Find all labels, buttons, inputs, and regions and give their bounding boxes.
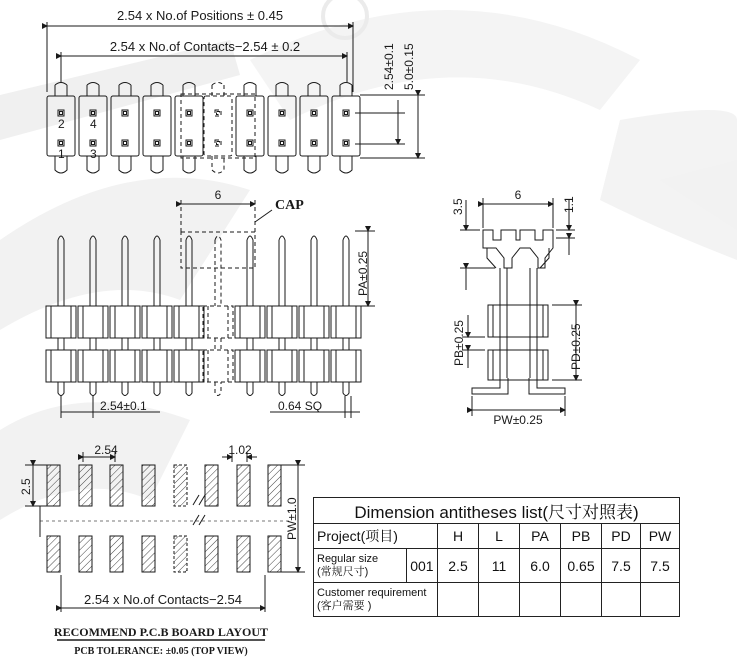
top-pin-column (268, 83, 296, 174)
pin-square (122, 110, 128, 116)
value-pw: 7.5 (641, 549, 680, 583)
customer-label-line1: Customer requirement (317, 586, 427, 599)
front-pin (235, 236, 265, 396)
pcb-pad (110, 536, 123, 572)
header-h: H (438, 524, 479, 549)
pcb-contacts: 2.54 x No.of Contacts−2.54 (84, 592, 242, 607)
dim-pb: PB±0.25 (452, 320, 466, 366)
dim-contacts: 2.54 x No.of Contacts−2.54 ± 0.2 (109, 39, 301, 54)
pin-label-3: 3 (90, 147, 97, 161)
custom-pd (602, 583, 641, 617)
customer-requirement-label (314, 583, 438, 617)
pin-square (247, 110, 253, 116)
pin-square (122, 140, 128, 146)
pcb-pad (79, 536, 92, 572)
custom-pb (561, 583, 602, 617)
side-cap-height: 3.5 (451, 198, 465, 215)
pin-square (343, 110, 349, 116)
front-pin (203, 236, 233, 396)
pin-square (215, 140, 221, 146)
value-h: 2.5 (438, 549, 479, 583)
pin-square (247, 140, 253, 146)
custom-l (479, 583, 520, 617)
pin-square (311, 110, 317, 116)
pcb-pad (268, 465, 281, 506)
pcb-pad-width: 1.02 (228, 443, 252, 457)
customer-label-line2: (客户需要 ) (317, 599, 372, 612)
top-pin-column (111, 83, 139, 174)
dim-pw: PW±0.25 (493, 413, 543, 427)
pin-label-4: 4 (90, 117, 97, 131)
pcb-pad-height: 2.5 (19, 478, 33, 495)
pin-square (154, 110, 160, 116)
pin-square (154, 140, 160, 146)
pcb-layout-title: RECOMMEND P.C.B BOARD LAYOUT (53, 625, 269, 639)
header-pa: PA (520, 524, 561, 549)
header-project: Project(项目) (314, 524, 438, 549)
dim-square: 0.64 SQ (278, 399, 323, 413)
pcb-pitch: 2.54 (94, 443, 118, 457)
top-pin-column (332, 83, 360, 174)
value-pa: 6.0 (520, 549, 561, 583)
pin-square (186, 140, 192, 146)
dim-positions: 2.54 x No.of Positions ± 0.45 (116, 8, 284, 23)
regular-label-line1: Regular size (317, 552, 379, 565)
top-pin-column (236, 83, 264, 174)
cap-label: CAP (275, 198, 304, 213)
side-view (460, 198, 582, 416)
dim-pd: PD±0.25 (569, 323, 583, 370)
pcb-pad (268, 536, 281, 572)
pin-square (343, 140, 349, 146)
dimension-table (313, 497, 680, 617)
header-l: L (479, 524, 520, 549)
custom-h (438, 583, 479, 617)
top-pin-column (175, 83, 203, 174)
front-pin (267, 236, 297, 396)
table-title: Dimension antitheses list(尺寸对照表) (314, 498, 680, 524)
pcb-pad (205, 536, 218, 572)
regular-size-label (314, 549, 407, 583)
pcb-pad (237, 465, 250, 506)
dim-pitch-vertical: 2.54±0.1 (382, 43, 396, 90)
pcb-pw: PW±1.0 (285, 497, 299, 540)
custom-pw (641, 583, 680, 617)
header-pd: PD (602, 524, 641, 549)
dim-total-vertical: 5.0±0.15 (402, 43, 416, 90)
custom-pa (520, 583, 561, 617)
side-cap-thickness: 1.1 (562, 196, 576, 213)
front-pin (299, 236, 329, 396)
pin-square (90, 140, 96, 146)
value-pb: 0.65 (561, 549, 602, 583)
cap-width: 6 (214, 188, 222, 202)
pcb-pad (110, 465, 123, 506)
value-l: 11 (479, 549, 520, 583)
pcb-pad (174, 536, 187, 572)
header-pb: PB (561, 524, 602, 549)
pcb-pad (47, 536, 60, 572)
pcb-tolerance: PCB TOLERANCE: ±0.05 (TOP VIEW) (74, 646, 248, 657)
pin-square (279, 140, 285, 146)
pcb-pad (79, 465, 92, 506)
value-pd: 7.5 (602, 549, 641, 583)
pcb-pad (174, 465, 187, 506)
pcb-pad (205, 465, 218, 506)
regular-code: 001 (406, 549, 437, 583)
pcb-pad (142, 536, 155, 572)
top-pin-column (300, 83, 328, 174)
pin-square (186, 110, 192, 116)
top-pin-column (143, 83, 171, 174)
pin-label-1: 1 (58, 147, 65, 161)
header-pw: PW (641, 524, 680, 549)
pcb-pad (142, 465, 155, 506)
pcb-pad (237, 536, 250, 572)
dim-pa: PA±0.25 (356, 250, 370, 296)
regular-label-line2: (常规尺寸) (317, 565, 369, 578)
side-width: 6 (514, 188, 522, 202)
pin-square (311, 140, 317, 146)
top-pin-column (204, 83, 232, 174)
pin-label-2: 2 (58, 117, 65, 131)
pcb-pad (47, 465, 60, 506)
pin-square (215, 110, 221, 116)
pin-square (58, 140, 64, 146)
dim-pitch-front: 2.54±0.1 (100, 399, 147, 413)
